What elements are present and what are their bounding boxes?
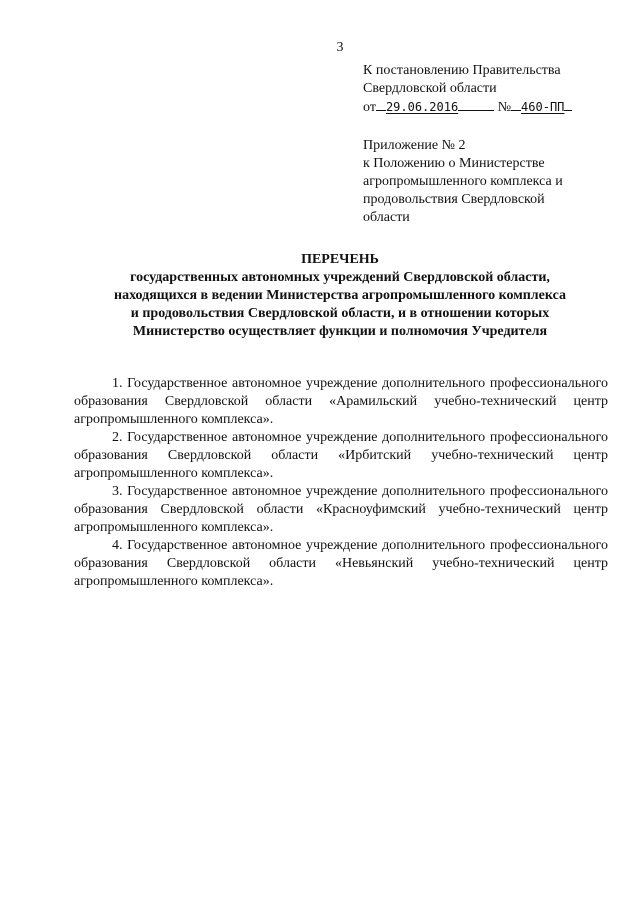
title-heading: ПЕРЕЧЕНЬ bbox=[301, 252, 379, 267]
appendix-line-1: Приложение № 2 bbox=[363, 138, 466, 153]
resolution-line-2: Свердловской области bbox=[363, 81, 497, 96]
appendix-reference bbox=[363, 137, 623, 227]
appendix-line-4: продовольствия Свердловской bbox=[363, 192, 545, 207]
document-title bbox=[0, 251, 640, 341]
list-item: 3. Государственное автономное учреждение дополнительного профессионального образования Свердловской области «Красноуфимский учебно-технический центр агропромышленного комплекса». bbox=[74, 484, 608, 535]
appendix-line-3: агропромышленного комплекса и bbox=[363, 174, 563, 189]
resolution-number: 460-ПП bbox=[521, 100, 565, 114]
list-item: 2. Государственное автономное учреждение дополнительного профессионального образования Свердловской области «Ирбитский учебно-технический центр агропромышленного комплекса». bbox=[74, 430, 608, 481]
date-prefix: от bbox=[363, 100, 376, 115]
list-item: 4. Государственное автономное учреждение дополнительного профессионального образования Свердловской области «Невьянский учебно-технический центр агропромышленного комплекса». bbox=[74, 538, 608, 589]
resolution-line-1: К постановлению Правительства bbox=[363, 63, 561, 78]
appendix-line-2: к Положению о Министерстве bbox=[363, 156, 545, 171]
institution-list bbox=[74, 375, 608, 591]
title-line-1: государственных автономных учреждений Свердловской области, bbox=[130, 270, 550, 285]
page-number: 3 bbox=[336, 40, 344, 55]
appendix-line-5: области bbox=[363, 210, 410, 225]
title-line-4: Министерство осуществляет функции и полномочия Учредителя bbox=[132, 324, 548, 339]
resolution-date-line bbox=[363, 98, 623, 117]
number-prefix: № bbox=[497, 100, 512, 115]
resolution-date: 29.06.2016 bbox=[385, 100, 459, 114]
resolution-reference bbox=[363, 62, 623, 117]
list-item: 1. Государственное автономное учреждение дополнительного профессионального образования Свердловской области «Арамильский учебно-технический центр агропромышленного комплекса». bbox=[74, 376, 608, 427]
title-line-2: находящихся в ведении Министерства агропромышленного комплекса bbox=[114, 288, 566, 303]
title-line-3: и продовольствия Свердловской области, и в отношении которых bbox=[130, 306, 550, 321]
